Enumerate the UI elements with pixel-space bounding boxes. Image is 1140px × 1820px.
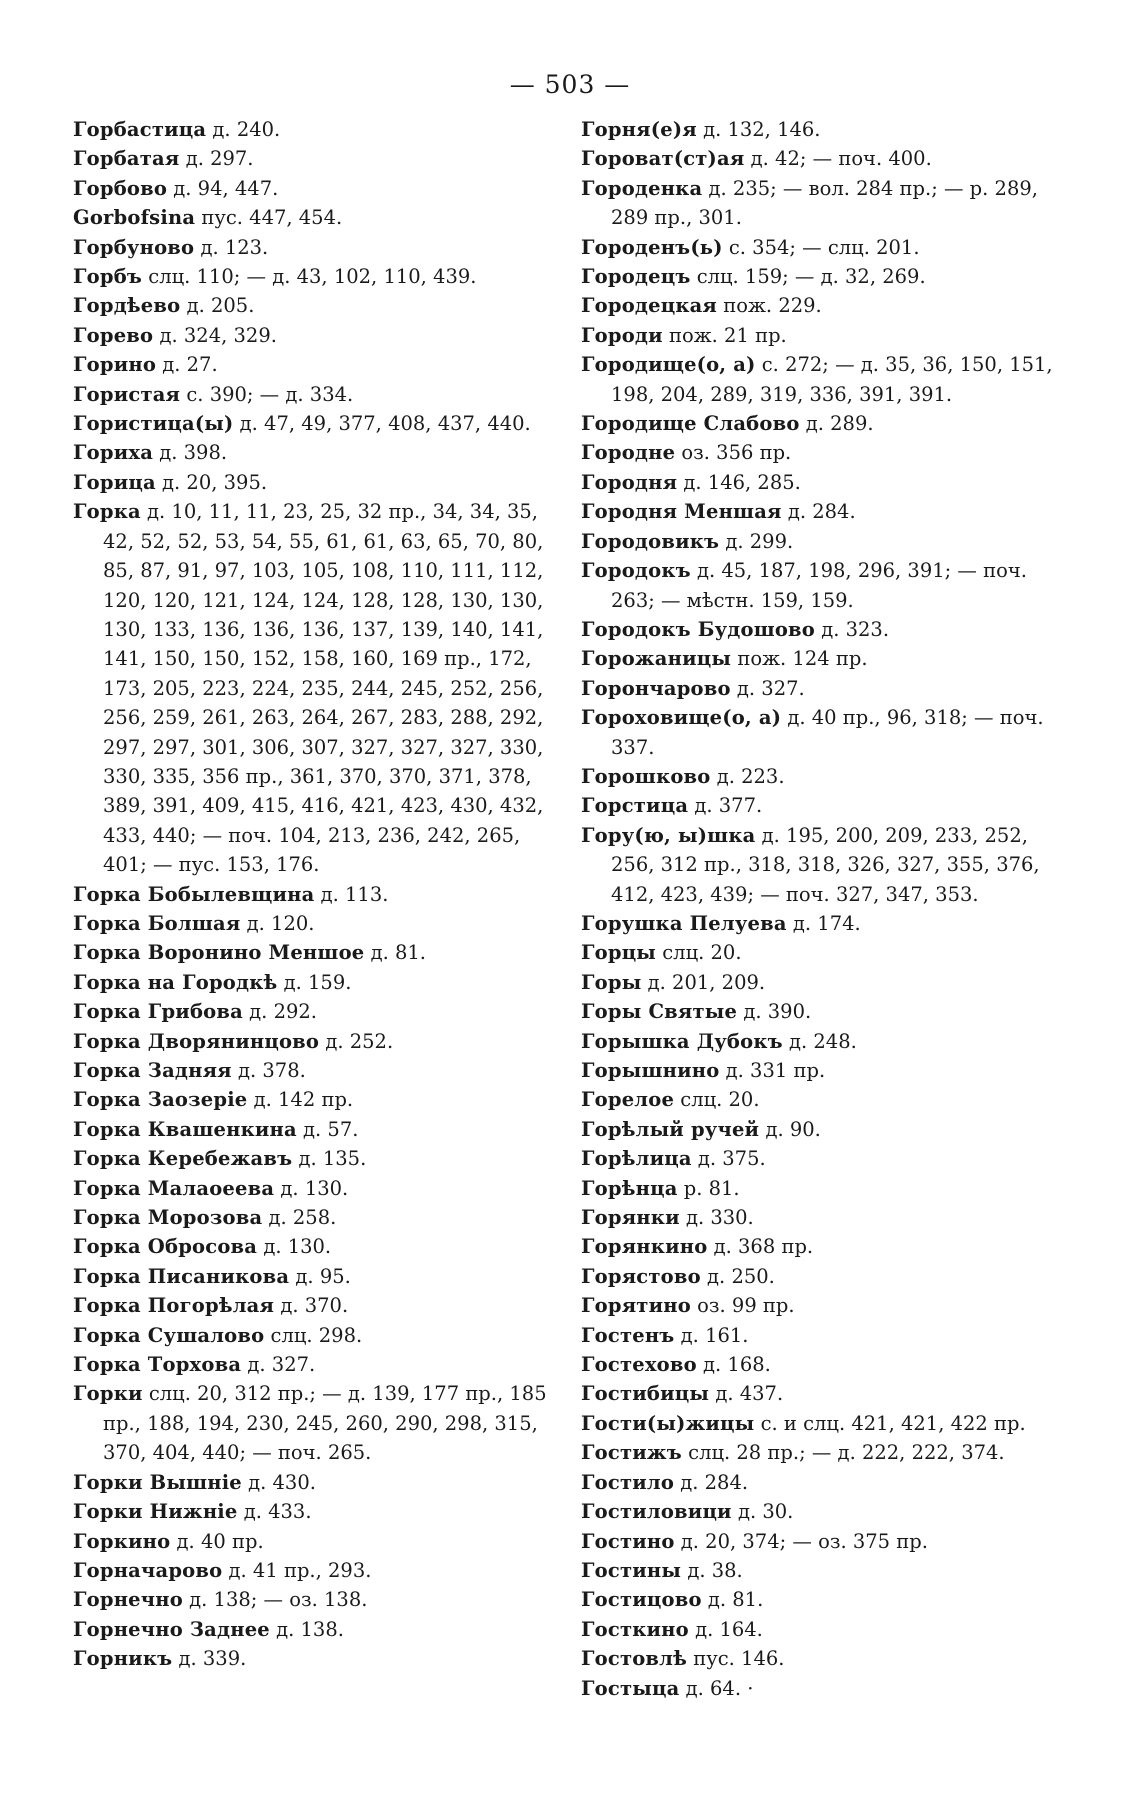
entry-references: слц. 298. bbox=[270, 1323, 363, 1347]
entry-references: д. 327. bbox=[736, 676, 805, 700]
index-entry bbox=[581, 556, 1071, 615]
entry-references: д. 40 пр., 96, 318; — поч. 337. bbox=[611, 706, 1044, 759]
entry-headword: Горѣлый ручей bbox=[581, 1117, 760, 1141]
index-entry bbox=[581, 1674, 1071, 1703]
entry-references: д. 81. bbox=[370, 941, 427, 965]
entry-headword: Гостижъ bbox=[581, 1441, 682, 1465]
index-entry bbox=[581, 821, 1071, 909]
index-entry bbox=[73, 1468, 553, 1497]
entry-headword: Городище(о, а) bbox=[581, 353, 756, 377]
entry-headword: Горбово bbox=[73, 176, 168, 200]
entry-references: д. 94, 447. bbox=[173, 176, 279, 200]
entry-headword: Горышнино bbox=[581, 1059, 720, 1082]
index-entry bbox=[73, 1497, 553, 1526]
entry-references: д. 168. bbox=[703, 1353, 771, 1377]
index-entry bbox=[73, 468, 553, 497]
entry-references: д. 430. bbox=[248, 1470, 316, 1494]
index-entry bbox=[73, 350, 553, 379]
entry-references: слц. 159; — д. 32, 269. bbox=[696, 265, 926, 289]
entry-references: д. 146, 285. bbox=[683, 470, 801, 494]
entry-references: д. 378. bbox=[238, 1059, 306, 1082]
entry-references: д. 164. bbox=[695, 1617, 763, 1641]
entry-references: д. 205. bbox=[186, 294, 255, 318]
entry-headword: Горянкино bbox=[581, 1235, 708, 1259]
entry-headword: Городи bbox=[581, 323, 663, 347]
index-entry bbox=[581, 1291, 1071, 1320]
index-entry bbox=[581, 1262, 1071, 1291]
entry-references: д. 284. bbox=[680, 1470, 749, 1494]
entry-references: д. 248. bbox=[789, 1029, 857, 1053]
entry-references: д. 375. bbox=[697, 1147, 766, 1171]
entry-headword: Горка Керебежавъ bbox=[73, 1147, 293, 1171]
entry-headword: Горкино bbox=[73, 1529, 171, 1553]
entry-headword: Горка Задняя bbox=[73, 1059, 232, 1082]
index-entry bbox=[581, 1321, 1071, 1350]
entry-references: д. 113. bbox=[320, 882, 389, 906]
entry-headword: Горка bbox=[73, 500, 141, 524]
index-entry bbox=[73, 115, 553, 144]
index-entry bbox=[73, 1203, 553, 1232]
index-entry bbox=[73, 1291, 553, 1320]
entry-references: д. 327. bbox=[247, 1353, 316, 1377]
entry-references: д. 235; — вол. 284 пр.; — р. 289, 289 пр., 301. bbox=[611, 176, 1038, 230]
index-entry bbox=[581, 438, 1071, 467]
index-entry bbox=[581, 1085, 1071, 1114]
entry-references: д. 437. bbox=[715, 1382, 784, 1406]
entry-references: д. 20, 395. bbox=[162, 470, 268, 494]
entry-references: д. 64. · bbox=[685, 1676, 754, 1700]
entry-references: д. 284. bbox=[787, 500, 856, 524]
entry-headword: Гостиловици bbox=[581, 1500, 732, 1524]
entry-headword: Гостовлѣ bbox=[581, 1647, 688, 1671]
entry-references: д. 123. bbox=[200, 235, 269, 259]
entry-references: д. 377. bbox=[694, 794, 763, 818]
entry-references: д. 142 пр. bbox=[253, 1088, 354, 1112]
index-entry bbox=[581, 1527, 1071, 1556]
index-entry bbox=[73, 233, 553, 262]
index-entry bbox=[581, 1644, 1071, 1673]
entry-references: д. 297. bbox=[185, 147, 254, 171]
index-entry bbox=[73, 1027, 553, 1056]
index-entry bbox=[73, 1085, 553, 1114]
entry-headword: Гориха bbox=[73, 441, 154, 465]
entry-headword: Горево bbox=[73, 323, 154, 347]
index-entry bbox=[73, 1644, 553, 1673]
index-entry bbox=[581, 497, 1071, 526]
entry-headword: Горелое bbox=[581, 1088, 675, 1112]
index-entry bbox=[73, 880, 553, 909]
entry-headword: Городище Слабово bbox=[581, 412, 800, 436]
entry-references: д. 174. bbox=[792, 911, 861, 935]
index-entry bbox=[73, 1527, 553, 1556]
entry-headword: Горка Малаоеева bbox=[73, 1176, 275, 1200]
entry-headword: Горки Вышніе bbox=[73, 1470, 242, 1494]
entry-references: д. 370. bbox=[280, 1294, 349, 1318]
entry-references: д. 45, 187, 198, 296, 391; — поч. 263; — мѣстн. 159, 159. bbox=[611, 559, 1027, 612]
index-entry bbox=[581, 1203, 1071, 1232]
entry-references: д. 10, 11, 11, 23, 25, 32 пр., 34, 34, 35, 42, 52, 52, 53, 54, 55, 61, 61, 63, 65, 70, 80, 85, 87, 91, 97, 103, 105, 108, 110, 111, 112, 120, 120, 121, 124, 124, 128, 128, 130, 130, 130, 133, 136, 136, 136, 137, 139, 140, 141, 141, 150, 150, 152, 158, 160, 169 пр., 172, 173, 205, 223, 224, 235, 244, 245, 252, 256, 256, 259, 261, 263, 264, 267, 283, 288, 292, 297, 297, 301, 306, 307, 327, 327, 327, 330, 330, 335, 356 пр., 361, 370, 370, 371, 378, 389, 391, 409, 415, 416, 421, 423, 430, 432, 433, 440; — поч. 104, 213, 236, 242, 265, 401; — пус. 153, 176. bbox=[103, 500, 544, 877]
entry-headword: Горбуново bbox=[73, 235, 195, 259]
index-entry bbox=[73, 1232, 553, 1261]
entry-headword: Гости(ы)жицы bbox=[581, 1411, 755, 1435]
entry-headword: Горбъ bbox=[73, 265, 143, 289]
entry-headword: Горка Писаникова bbox=[73, 1264, 290, 1288]
right-column bbox=[581, 115, 1071, 1703]
index-entry bbox=[73, 409, 553, 438]
entry-headword: Городенъ(ь) bbox=[581, 235, 723, 259]
index-entry bbox=[581, 1056, 1071, 1085]
index-entry bbox=[73, 262, 553, 291]
entry-references: д. 20, 374; — оз. 375 пр. bbox=[680, 1529, 928, 1553]
entry-references: с. и слц. 421, 421, 422 пр. bbox=[760, 1411, 1026, 1435]
entry-references: д. 250. bbox=[707, 1264, 775, 1288]
entry-references: д. 433. bbox=[243, 1500, 312, 1524]
entry-headword: Горка Воронино Меншое bbox=[73, 941, 365, 965]
entry-references: д. 30. bbox=[737, 1500, 794, 1524]
entry-headword: Горка Торхова bbox=[73, 1353, 242, 1377]
entry-references: д. 390. bbox=[743, 1000, 812, 1024]
left-column bbox=[73, 115, 553, 1674]
entry-headword: Горянки bbox=[581, 1206, 680, 1230]
entry-headword: Городокъ Будошово bbox=[581, 617, 816, 641]
entry-references: с. 272; — д. 35, 36, 150, 151, 198, 204, 289, 319, 336, 391, 391. bbox=[611, 353, 1053, 406]
entry-headword: Гостило bbox=[581, 1470, 675, 1494]
index-entry bbox=[73, 497, 553, 879]
entry-references: д. 323. bbox=[821, 617, 890, 641]
entry-references: д. 201, 209. bbox=[647, 970, 766, 994]
entry-headword: Городня bbox=[581, 470, 678, 494]
index-entry bbox=[581, 291, 1071, 320]
entry-references: д. 398. bbox=[159, 441, 228, 465]
entry-headword: Горятино bbox=[581, 1294, 691, 1318]
entry-headword: Гостехово bbox=[581, 1353, 697, 1377]
entry-references: с. 354; — слц. 201. bbox=[728, 235, 920, 259]
index-entry bbox=[581, 703, 1071, 762]
entry-references: слц. 110; — д. 43, 102, 110, 439. bbox=[148, 265, 477, 289]
index-entry bbox=[581, 762, 1071, 791]
entry-references: д. 339. bbox=[178, 1647, 247, 1671]
entry-headword: Горбатая bbox=[73, 147, 180, 171]
entry-headword: Горястово bbox=[581, 1264, 701, 1288]
index-entry bbox=[581, 644, 1071, 673]
index-entry bbox=[73, 997, 553, 1026]
index-entry bbox=[581, 115, 1071, 144]
index-entry bbox=[581, 1615, 1071, 1644]
index-entry bbox=[73, 144, 553, 173]
entry-references: д. 258. bbox=[268, 1206, 337, 1230]
index-entry bbox=[581, 674, 1071, 703]
index-entry bbox=[581, 1556, 1071, 1585]
entry-references: р. 81. bbox=[683, 1176, 740, 1200]
entry-headword: Городня Меншая bbox=[581, 500, 782, 524]
entry-references: слц. 28 пр.; — д. 222, 222, 374. bbox=[688, 1441, 1005, 1465]
entry-headword: Gorbofsina bbox=[73, 206, 196, 230]
index-entry bbox=[73, 1174, 553, 1203]
index-entry bbox=[581, 1350, 1071, 1379]
entry-headword: Горка Бобылевщина bbox=[73, 882, 315, 906]
entry-headword: Городецъ bbox=[581, 265, 691, 289]
entry-references: д. 330. bbox=[685, 1206, 754, 1230]
index-entry bbox=[73, 968, 553, 997]
index-entry bbox=[73, 1262, 553, 1291]
entry-references: оз. 356 пр. bbox=[681, 441, 792, 465]
entry-headword: Горки Нижніе bbox=[73, 1500, 238, 1524]
index-entry bbox=[581, 1585, 1071, 1614]
entry-references: д. 240. bbox=[212, 118, 281, 141]
entry-headword: Гористая bbox=[73, 382, 181, 406]
entry-headword: Горки bbox=[73, 1382, 143, 1406]
index-entry bbox=[581, 321, 1071, 350]
entry-headword: Горка Болшая bbox=[73, 911, 241, 935]
index-entry bbox=[581, 1174, 1071, 1203]
entry-references: слц. 20. bbox=[680, 1088, 760, 1112]
entry-headword: Горышка Дубокъ bbox=[581, 1029, 783, 1053]
index-entry bbox=[73, 909, 553, 938]
entry-headword: Горино bbox=[73, 353, 157, 377]
entry-references: слц. 20. bbox=[662, 941, 742, 965]
entry-headword: Горка Квашенкина bbox=[73, 1117, 297, 1141]
index-entry bbox=[581, 968, 1071, 997]
entry-references: пож. 21 пр. bbox=[668, 323, 787, 347]
entry-references: д. 292. bbox=[249, 1000, 317, 1024]
entry-headword: Городовикъ bbox=[581, 529, 720, 553]
index-entry bbox=[581, 1468, 1071, 1497]
index-entry bbox=[581, 262, 1071, 291]
entry-headword: Горѣлица bbox=[581, 1147, 692, 1171]
entry-headword: Гостины bbox=[581, 1558, 682, 1582]
entry-headword: Горица bbox=[73, 470, 156, 494]
index-entry bbox=[73, 174, 553, 203]
entry-references: д. 130. bbox=[263, 1235, 332, 1259]
entry-headword: Гостино bbox=[581, 1529, 675, 1553]
index-entry bbox=[581, 468, 1071, 497]
entry-headword: Горка Заозеріе bbox=[73, 1088, 248, 1112]
entry-references: д. 120. bbox=[246, 911, 315, 935]
entry-headword: Горка на Городкѣ bbox=[73, 970, 278, 994]
index-entry bbox=[73, 380, 553, 409]
entry-headword: Горка Дворянинцово bbox=[73, 1029, 320, 1053]
index-entry bbox=[581, 527, 1071, 556]
entry-references: д. 299. bbox=[725, 529, 794, 553]
entry-references: д. 41 пр., 293. bbox=[228, 1558, 372, 1582]
index-entry bbox=[581, 791, 1071, 820]
index-entry bbox=[73, 321, 553, 350]
index-entry bbox=[73, 438, 553, 467]
entry-headword: Горы Святые bbox=[581, 1000, 738, 1024]
entry-headword: Горончарово bbox=[581, 676, 731, 700]
entry-references: д. 135. bbox=[298, 1147, 367, 1171]
page-number: — 503 — bbox=[509, 70, 631, 99]
entry-headword: Горникъ bbox=[73, 1647, 173, 1671]
entry-headword: Гостицово bbox=[581, 1588, 702, 1612]
entry-headword: Горожаницы bbox=[581, 647, 732, 671]
entry-headword: Горначарово bbox=[73, 1558, 223, 1582]
index-entry bbox=[581, 350, 1071, 409]
entry-headword: Гордѣево bbox=[73, 294, 181, 318]
index-entry bbox=[73, 291, 553, 320]
entry-headword: Горка Обросова bbox=[73, 1235, 258, 1259]
index-entry bbox=[73, 203, 553, 232]
entry-references: д. 161. bbox=[680, 1323, 749, 1347]
entry-headword: Городенка bbox=[581, 176, 703, 200]
entry-references: д. 368 пр. bbox=[713, 1235, 814, 1259]
entry-headword: Горка Морозова bbox=[73, 1206, 263, 1230]
index-entry bbox=[581, 1115, 1071, 1144]
index-entry bbox=[581, 1027, 1071, 1056]
entry-references: д. 38. bbox=[687, 1558, 743, 1582]
entry-references: д. 47, 49, 377, 408, 437, 440. bbox=[239, 412, 531, 436]
index-entry bbox=[581, 174, 1071, 233]
index-entry bbox=[73, 1144, 553, 1173]
index-entry bbox=[73, 938, 553, 967]
entry-headword: Гостибицы bbox=[581, 1382, 710, 1406]
index-entry bbox=[73, 1115, 553, 1144]
entry-headword: Горѣнца bbox=[581, 1176, 678, 1200]
entry-headword: Горцы bbox=[581, 941, 657, 965]
entry-references: пож. 124 пр. bbox=[737, 647, 868, 671]
entry-headword: Горбастица bbox=[73, 118, 207, 141]
entry-headword: Городне bbox=[581, 441, 676, 465]
index-entry bbox=[73, 1321, 553, 1350]
entry-references: д. 81. bbox=[707, 1588, 764, 1612]
entry-headword: Горка Грибова bbox=[73, 1000, 243, 1024]
entry-references: слц. 20, 312 пр.; — д. 139, 177 пр., 185 пр., 188, 194, 230, 245, 260, 290, 298, 315, 370, 404, 440; — поч. 265. bbox=[103, 1382, 547, 1465]
entry-references: д. 252. bbox=[325, 1029, 394, 1053]
index-entry bbox=[73, 1379, 553, 1467]
entry-headword: Гористица(ы) bbox=[73, 412, 234, 436]
entry-references: д. 40 пр. bbox=[176, 1529, 264, 1553]
entry-references: д. 90. bbox=[765, 1117, 821, 1141]
index-entry bbox=[581, 938, 1071, 967]
entry-headword: Горнечно bbox=[73, 1588, 183, 1612]
entry-headword: Горы bbox=[581, 970, 642, 994]
index-entry bbox=[581, 233, 1071, 262]
entry-references: д. 159. bbox=[283, 970, 352, 994]
index-entry bbox=[581, 615, 1071, 644]
entry-headword: Гостенъ bbox=[581, 1323, 675, 1347]
entry-headword: Городокъ bbox=[581, 559, 691, 583]
index-entry bbox=[73, 1350, 553, 1379]
entry-references: пож. 229. bbox=[723, 294, 822, 318]
entry-headword: Горня(е)я bbox=[581, 118, 697, 141]
index-entry bbox=[73, 1056, 553, 1085]
entry-references: д. 95. bbox=[295, 1264, 351, 1288]
entry-references: пус. 146. bbox=[693, 1647, 785, 1671]
entry-references: д. 42; — поч. 400. bbox=[750, 147, 932, 171]
entry-references: пус. 447, 454. bbox=[201, 206, 343, 230]
entry-headword: Гору(ю, ы)шка bbox=[581, 823, 756, 847]
entry-headword: Городецкая bbox=[581, 294, 718, 318]
entry-headword: Горка Сушалово bbox=[73, 1323, 265, 1347]
entry-headword: Госткино bbox=[581, 1617, 689, 1641]
entry-references: д. 195, 200, 209, 233, 252, 256, 312 пр., 318, 318, 326, 327, 355, 376, 412, 423, 439; — поч. 327, 347, 353. bbox=[611, 823, 1040, 906]
index-entry bbox=[73, 1585, 553, 1614]
index-entry bbox=[581, 144, 1071, 173]
entry-references: д. 27. bbox=[162, 353, 218, 377]
entry-references: оз. 99 пр. bbox=[697, 1294, 795, 1318]
entry-references: с. 390; — д. 334. bbox=[186, 382, 354, 406]
index-entry bbox=[581, 1232, 1071, 1261]
index-entry bbox=[581, 909, 1071, 938]
entry-headword: Горoват(ст)ая bbox=[581, 147, 745, 171]
index-entry bbox=[73, 1615, 553, 1644]
entry-headword: Горка Погорѣлая bbox=[73, 1294, 275, 1318]
index-entry bbox=[581, 1409, 1071, 1438]
entry-references: д. 223. bbox=[716, 764, 785, 788]
entry-headword: Горошково bbox=[581, 764, 711, 788]
index-entry bbox=[581, 1379, 1071, 1408]
entry-headword: Горстица bbox=[581, 794, 689, 818]
index-entry bbox=[73, 1556, 553, 1585]
entry-references: д. 132, 146. bbox=[703, 118, 821, 141]
index-entry bbox=[581, 1438, 1071, 1467]
entry-references: д. 324, 329. bbox=[159, 323, 277, 347]
index-entry bbox=[581, 1144, 1071, 1173]
entry-headword: Гороховище(о, а) bbox=[581, 706, 782, 730]
entry-references: д. 138; — оз. 138. bbox=[189, 1588, 368, 1612]
entry-headword: Гостыца bbox=[581, 1676, 680, 1700]
entry-references: д. 331 пр. bbox=[725, 1059, 826, 1082]
entry-references: д. 138. bbox=[276, 1617, 344, 1641]
entry-headword: Горнечно Заднее bbox=[73, 1617, 270, 1641]
entry-references: д. 57. bbox=[303, 1117, 359, 1141]
entry-headword: Горушка Пелуева bbox=[581, 911, 787, 935]
entry-references: д. 130. bbox=[280, 1176, 349, 1200]
entry-references: д. 289. bbox=[805, 412, 874, 436]
index-entry bbox=[581, 409, 1071, 438]
index-entry bbox=[581, 997, 1071, 1026]
index-entry bbox=[581, 1497, 1071, 1526]
